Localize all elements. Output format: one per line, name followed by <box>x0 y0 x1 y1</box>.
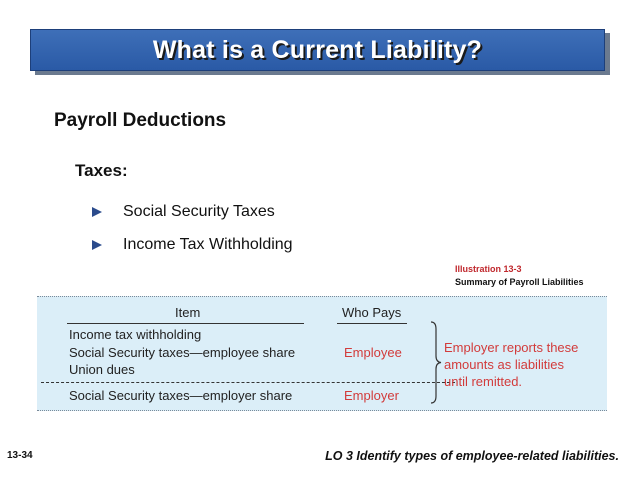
bullet-text: Social Security Taxes <box>123 203 275 220</box>
section-heading: Payroll Deductions <box>54 110 227 131</box>
caption-text: Summary of Payroll Liabilities <box>455 277 584 287</box>
header-underline <box>337 323 407 324</box>
bullet-text: Income Tax Withholding <box>123 236 293 253</box>
learning-objective: LO 3 Identify types of employee-related liabilities. <box>325 449 619 463</box>
payroll-liabilities-table <box>37 296 607 411</box>
note-line: until remitted. <box>444 374 523 389</box>
header-underline <box>67 323 304 324</box>
table-row-item: Income tax withholding <box>69 327 202 342</box>
right-brace-icon <box>430 321 442 404</box>
triangle-bullet-icon <box>92 207 102 217</box>
table-row-item: Union dues <box>69 362 135 377</box>
note-line: amounts as liabilities <box>444 357 564 372</box>
note-line: Employer reports these <box>444 340 579 355</box>
triangle-bullet-icon <box>92 240 102 250</box>
page-number: 13-34 <box>7 450 33 461</box>
row-divider <box>41 382 455 383</box>
slide-title: What is a Current Liability? <box>152 35 483 64</box>
subsection-heading: Taxes: <box>75 161 128 180</box>
table-row-item: Social Security taxes—employee share <box>69 345 296 360</box>
table-row-who-pays: Employer <box>344 388 399 403</box>
bullet-item <box>92 203 275 221</box>
employer-note <box>444 339 604 390</box>
caption-label: Illustration 13-3 <box>455 264 522 274</box>
header-who-pays: Who Pays <box>342 305 402 320</box>
title-bar <box>30 29 605 71</box>
illustration-caption <box>455 263 584 289</box>
bullet-item <box>92 236 293 254</box>
table-row-item: Social Security taxes—employer share <box>69 388 293 403</box>
header-item: Item <box>175 305 201 320</box>
table-row-who-pays: Employee <box>344 345 402 360</box>
